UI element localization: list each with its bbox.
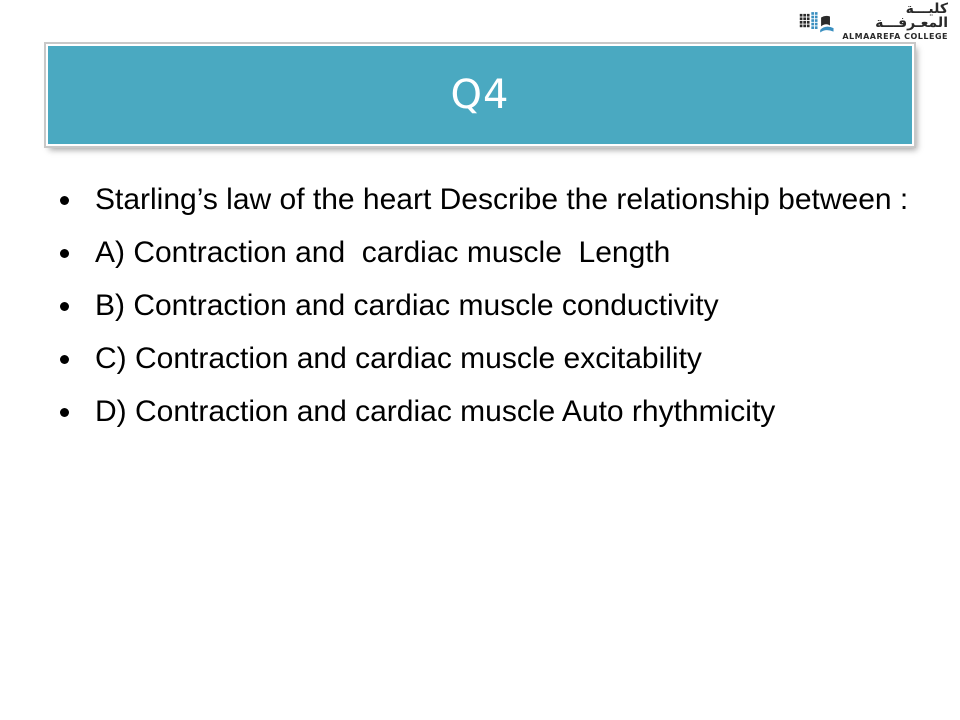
bullet-text: Starling’s law of the heart Describe the relationship between : (95, 183, 909, 216)
college-logo-icon (798, 7, 835, 35)
bullet-dot-icon (60, 249, 69, 258)
bullet-dot-icon (60, 196, 69, 205)
college-logo-text (841, 2, 948, 41)
slide-title-banner (46, 44, 914, 146)
answer-option-c (58, 339, 918, 379)
college-logo (798, 0, 948, 41)
logo-arabic-name: كليـــة المعـرفـــة (875, 0, 948, 31)
question-bullet-list (58, 180, 918, 445)
bullet-text: B) Contraction and cardiac muscle conductivity (95, 289, 719, 322)
bullet-text: A) Contraction and cardiac muscle Length (95, 236, 671, 269)
bullet-dot-icon (60, 302, 69, 311)
bullet-dot-icon (60, 408, 69, 417)
bullet-dot-icon (60, 355, 69, 364)
logo-latin-name: ALMAAREFA COLLEGE (842, 31, 948, 41)
answer-option-a (58, 233, 918, 273)
question-stem (58, 180, 918, 220)
slide-title: Q4 (450, 72, 510, 118)
bullet-text: C) Contraction and cardiac muscle excitability (95, 342, 702, 375)
bullet-text: D) Contraction and cardiac muscle Auto rhythmicity (95, 395, 776, 428)
answer-option-b (58, 286, 918, 326)
answer-option-d (58, 392, 918, 432)
